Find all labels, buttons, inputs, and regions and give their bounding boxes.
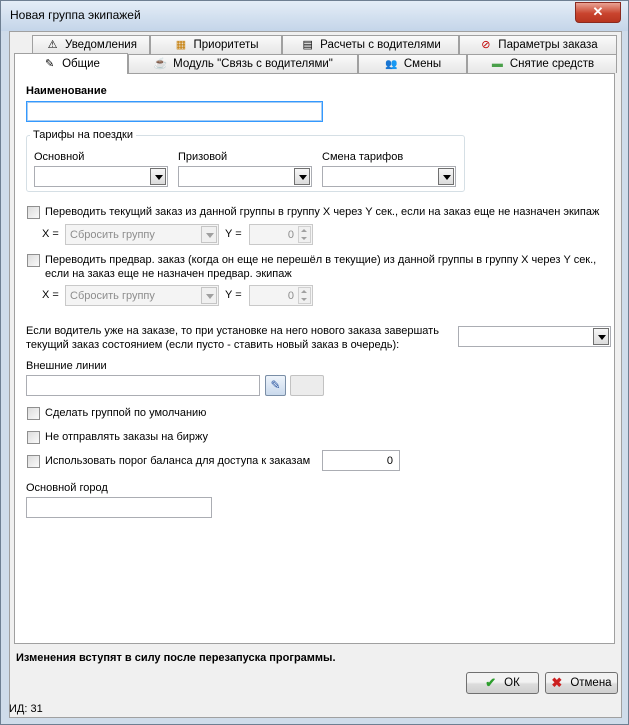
main-tariff-select[interactable] — [34, 166, 168, 187]
busy-driver-label-line2: текущий заказ состоянием (если пусто - ставить новый заказ в очередь): — [26, 339, 400, 351]
tab-notifications[interactable] — [32, 35, 150, 54]
tab-panel-general — [14, 73, 615, 644]
tab-label: Уведомления — [65, 39, 137, 51]
edit-pencil-icon: ✎ — [270, 378, 281, 392]
people-icon: 👥 — [385, 58, 398, 70]
chevron-down-icon[interactable] — [593, 328, 609, 345]
transfer-current-y-label: Y = — [225, 228, 242, 240]
no-exchange-checkbox[interactable] — [27, 431, 40, 444]
chevron-down-icon[interactable] — [150, 168, 166, 185]
money-icon: ▬ — [491, 57, 503, 70]
title-bar — [1, 1, 628, 31]
balance-threshold-checkbox[interactable] — [27, 455, 40, 468]
transfer-pre-group-select[interactable] — [65, 285, 219, 306]
status-id: ИД: 31 — [9, 703, 43, 715]
tab-priorities[interactable] — [150, 35, 282, 54]
tab-driver-calculations[interactable] — [282, 35, 459, 54]
tariff-change-select[interactable] — [322, 166, 456, 187]
external-lines-label: Внешние линии — [26, 360, 107, 372]
name-input[interactable] — [26, 101, 323, 122]
window-title: Новая группа экипажей — [10, 8, 141, 22]
dialog-client-area — [9, 31, 622, 718]
main-city-label: Основной город — [26, 482, 108, 494]
balance-threshold-input[interactable] — [322, 450, 400, 471]
tab-label: Снятие средств — [509, 58, 595, 70]
transfer-current-seconds-value: 0 — [287, 229, 294, 241]
close-icon: ✕ — [592, 4, 604, 19]
no-smoking-icon: ⊘ — [481, 38, 491, 51]
transfer-current-label: Переводить текущий заказ из данной группы в группу X через Y сек., если на заказ еще не назначен экипаж — [45, 206, 600, 218]
spin-arrows-icon[interactable] — [298, 226, 311, 243]
transfer-pre-group-value: Сбросить группу — [70, 290, 155, 302]
tab-driver-communication-module[interactable] — [128, 54, 358, 73]
tab-label: Общие — [62, 58, 100, 70]
cancel-button-label: Отмена — [570, 677, 612, 689]
calculator-icon: ▤ — [302, 38, 313, 51]
spin-arrows-icon[interactable] — [298, 287, 311, 304]
tab-shifts[interactable] — [358, 54, 467, 73]
transfer-current-seconds-stepper[interactable] — [249, 224, 313, 245]
main-city-input[interactable] — [26, 497, 212, 518]
transfer-pre-seconds-value: 0 — [287, 290, 294, 302]
transfer-pre-y-label: Y = — [225, 289, 242, 301]
no-exchange-label: Не отправлять заказы на биржу — [45, 431, 209, 443]
java-icon: ☕ — [153, 57, 168, 70]
main-tariff-label: Основной — [34, 151, 85, 163]
chevron-down-icon[interactable] — [294, 168, 310, 185]
transfer-current-checkbox[interactable] — [27, 206, 40, 219]
default-group-label: Сделать группой по умолчанию — [45, 407, 207, 419]
prize-tariff-label: Призовой — [178, 151, 228, 163]
transfer-current-group-value: Сбросить группу — [70, 229, 155, 241]
transfer-pre-x-label: X = — [42, 289, 59, 301]
chevron-down-icon[interactable] — [201, 226, 217, 243]
settings-icon: ✎ — [44, 57, 55, 70]
tab-label: Смены — [403, 58, 442, 70]
warning-icon: ⚠ — [47, 38, 58, 51]
transfer-pre-label-line2: если на заказ еще не назначен предвар. экипаж — [45, 268, 292, 280]
tab-order-parameters[interactable] — [459, 35, 617, 54]
transfer-pre-checkbox[interactable] — [27, 254, 40, 267]
default-group-checkbox[interactable] — [27, 407, 40, 420]
ok-button-label: ОК — [504, 677, 520, 689]
external-lines-input[interactable] — [26, 375, 260, 396]
close-button[interactable] — [575, 2, 621, 23]
cancel-button[interactable] — [545, 672, 618, 694]
tariffs-legend: Тарифы на поездки — [30, 129, 136, 141]
busy-driver-label-line1: Если водитель уже на заказе, то при установке на него нового заказа завершать — [26, 325, 439, 337]
balance-threshold-value: 0 — [386, 455, 393, 467]
check-icon: ✔ — [485, 675, 497, 690]
transfer-pre-label-line1: Переводить предвар. заказ (когда он еще не перешёл в текущие) из данной группы в группу X через Y сек., — [45, 254, 597, 266]
transfer-current-group-select[interactable] — [65, 224, 219, 245]
transfer-current-x-label: X = — [42, 228, 59, 240]
tab-label: Параметры заказа — [498, 39, 598, 51]
priority-chart-icon: ▦ — [175, 38, 187, 51]
chevron-down-icon[interactable] — [201, 287, 217, 304]
tab-general[interactable] — [14, 53, 128, 74]
transfer-pre-seconds-stepper[interactable] — [249, 285, 313, 306]
external-lines-pick-button[interactable] — [265, 375, 286, 396]
chevron-down-icon[interactable] — [438, 168, 454, 185]
ok-button[interactable] — [466, 672, 539, 694]
name-label: Наименование — [26, 85, 107, 97]
tab-label: Модуль "Связь с водителями" — [173, 58, 333, 70]
tab-label: Расчеты с водителями — [320, 39, 441, 51]
external-lines-clear-button[interactable] — [290, 375, 324, 396]
busy-driver-state-select[interactable] — [458, 326, 611, 347]
tab-label: Приоритеты — [193, 39, 259, 51]
restart-notice: Изменения вступят в силу после перезапуска программы. — [16, 652, 336, 664]
cancel-x-icon: ✖ — [551, 675, 563, 690]
tariff-change-label: Смена тарифов — [322, 151, 404, 163]
balance-threshold-label: Использовать порог баланса для доступа к заказам — [45, 455, 311, 467]
tab-withdrawals[interactable] — [467, 54, 617, 73]
prize-tariff-select[interactable] — [178, 166, 312, 187]
